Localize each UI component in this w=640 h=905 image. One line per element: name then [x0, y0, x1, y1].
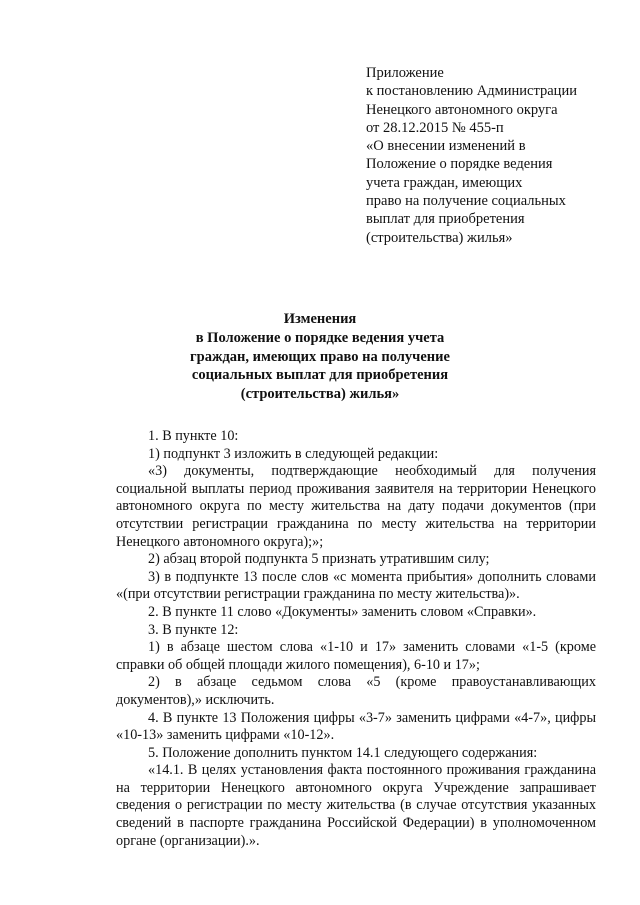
body-paragraph: 5. Положение дополнить пунктом 14.1 следующего содержания:: [148, 744, 538, 761]
body-paragraph: 2. В пункте 11 слово «Документы» заменить словом «Справки».: [148, 603, 537, 620]
body-paragraph: «14.1. В целях установления факта постоянного проживания гражданина на территории Ненецкого автономного округа Учреждение запрашивает сведения о регистрации по месту жительства (в случае отсутствия указанных сведений в паспорте гражданина Российской Федерации) в уполномоченном органе (организации).».: [116, 762, 596, 849]
body-paragraph: 3. В пункте 12:: [148, 621, 239, 638]
appendix-line: Ненецкого автономного округа: [366, 101, 558, 118]
title-line: в Положение о порядке ведения учета: [195, 329, 445, 346]
appendix-line: (строительства) жилья»: [366, 229, 513, 246]
appendix-line: учета граждан, имеющих: [366, 174, 523, 191]
document-body: [116, 428, 596, 850]
appendix-line: право на получение социальных: [366, 193, 566, 210]
body-paragraph: 4. В пункте 13 Положения цифры «3-7» заменить цифрами «4-7», цифры «10-13» заменить цифрами «10-12».: [116, 709, 596, 744]
body-paragraph: 1) в абзаце шестом слова «1-10 и 17» заменить словами «1-5 (кроме справки об общей площади жилого помещения), 6-10 и 17»;: [116, 639, 596, 673]
body-paragraph: «3) документы, подтверждающие необходимый для получения социальной выплаты период проживания заявителя на территории Ненецкого автономного округа по месту жительства на дату подачи документов (при отсутствии регистрации гражданина по месту жительства на территории Ненецкого автономного округа);»;: [116, 463, 596, 550]
title-line: Изменения: [283, 311, 357, 327]
body-paragraph: 1. В пункте 10:: [148, 428, 239, 444]
appendix-line: Положение о порядке ведения: [366, 156, 553, 173]
appendix-line: от 28.12.2015 № 455-п: [366, 119, 504, 136]
appendix-line: к постановлению Администрации: [366, 83, 577, 100]
body-paragraph: 2) в абзаце седьмом слова «5 (кроме правоустанавливающих документов),» исключить.: [116, 674, 596, 708]
body-paragraph: 1) подпункт 3 изложить в следующей редакции:: [148, 445, 439, 462]
appendix-header: [366, 64, 616, 247]
appendix-line: Приложение: [366, 65, 444, 81]
title-line: (строительства) жилья»: [240, 386, 400, 403]
appendix-line: выплат для приобретения: [366, 211, 525, 228]
title-line: граждан, имеющих право на получение: [190, 348, 450, 365]
appendix-line: «О внесении изменений в: [366, 138, 526, 155]
body-paragraph: 2) абзац второй подпункта 5 признать утратившим силу;: [148, 551, 490, 568]
title-line: социальных выплат для приобретения: [191, 367, 449, 384]
body-paragraph: 3) в подпункте 13 после слов «с момента прибытия» дополнить словами «(при отсутствии регистрации гражданина по месту жительства)».: [116, 568, 596, 603]
document-title: [120, 310, 520, 404]
